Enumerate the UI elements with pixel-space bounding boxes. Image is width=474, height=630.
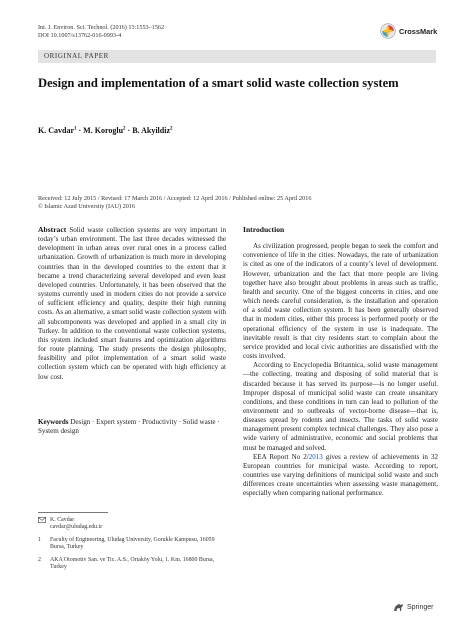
article-type: ORIGINAL PAPER — [44, 52, 109, 60]
affiliation-mark: 2 — [38, 556, 41, 563]
doi-text[interactable]: DOI 10.1007/s13762-016-0993-4 — [38, 31, 122, 39]
affiliation-item — [38, 537, 226, 552]
author-name: K. Cavdar — [38, 126, 74, 135]
affiliations-block — [38, 517, 226, 576]
envelope-icon — [38, 517, 50, 532]
abstract-section — [38, 225, 226, 382]
report-text: gives a review of achievements in 32 European countries for municipal waste. According to report, countries use varying definitions of municipal solid waste and such differences create uncertainties when assessing waste management, especially when comparing national performance. — [243, 452, 438, 498]
springer-horse-icon — [393, 603, 404, 612]
correspondence-email[interactable]: cavdar@uludag.edu.tr — [50, 524, 103, 531]
author-affiliation-mark: 2 — [170, 126, 173, 132]
author-separator: · — [127, 126, 133, 135]
report-text: EEA Report No 2/ — [253, 452, 309, 461]
affiliation-mark: 1 — [38, 536, 41, 543]
introduction-body — [243, 242, 438, 498]
publisher-name: Springer — [407, 604, 434, 611]
article-type-bar — [38, 50, 436, 63]
introduction-paragraph: According to Encyclopedia Britannica, solid waste management—the collecting, treating and disposing of solid material that is discarded because it has served its purpose—is no longer useful. Improper disposal of municipal solid waste can create unsanitary conditions, and these conditions in turn can lead to pollution of the environment and to outbreaks of vector-borne disease—that is, diseases spread by rodents and insects. The tasks of solid waste management present complex technical challenges. They also pose a wide variety of administrative, economic and social problems that must be managed and solved. — [243, 361, 438, 452]
author-separator: · — [78, 126, 84, 135]
affiliation-text: AKA Otomotiv San. ve Tic. A.S., Ortaköy Yolu, 1. Km. 16800 Bursa, Turkey — [50, 556, 215, 571]
introduction-heading: Introduction — [243, 225, 285, 234]
journal-reference: Int. J. Environ. Sci. Technol. (2016) 13:1553–1562 — [38, 24, 165, 31]
affiliation-item — [38, 557, 226, 572]
introduction-paragraph: As civilization progressed, people began to seek the comfort and convenience of life in the cities. Nowadays, the rate of urbanization is cited as one of the indicators of a county’s level of development. However, urbanization and the fact that more people are living together have also brought about problems in areas such as traffic, health and security. One of the biggest concerns in cities, and one which needs careful consideration, is the installation and operation of a solid waste collection system. It has been generally observed that in modern cities, either this process is performed poorly or the operational efficiency of the system in use is inadequate. The inevitable result is that city residents start to complain about the service provided and local civic authorities are dissatisfied with the costs involved. — [243, 242, 438, 361]
paper-title: Design and implementation of a smart solid waste collection system — [38, 76, 399, 90]
author-name: M. Koroglu — [83, 126, 124, 135]
article-history — [38, 195, 438, 211]
copyright-line: © Islamic Azad University (IAU) 2016 — [38, 203, 135, 210]
crossmark-badge[interactable] — [380, 22, 444, 40]
footnote-divider — [38, 512, 108, 513]
correspondence — [38, 517, 226, 532]
introduction-paragraph — [243, 453, 438, 499]
affiliation-text: Faculty of Engineering, Uludag University, Gorukle Kampusu, 16059 Bursa, Turkey — [50, 536, 215, 551]
crossmark-label: CrossMark — [399, 26, 438, 36]
abstract-label: Abstract — [38, 225, 67, 234]
correspondence-name: K. Cavdar — [50, 517, 75, 523]
author-affiliation-mark: 1 — [74, 126, 77, 132]
author-name: B. Akyildiz — [132, 126, 170, 135]
journal-citation — [38, 24, 164, 39]
introduction-section — [243, 225, 438, 499]
crossmark-icon — [380, 23, 396, 39]
keywords-section — [38, 418, 226, 436]
author-list — [38, 126, 173, 135]
keywords-text: Design · Expert system · Productivity · Solid waste · System design — [38, 418, 220, 436]
author-affiliation-mark: 2 — [123, 126, 126, 132]
keywords-label: Keywords — [38, 418, 69, 426]
publisher-logo — [393, 603, 433, 612]
abstract-text: Solid waste collection systems are very important in today’s urban environment. The last three decades witnessed the development in urban areas over rural ones in a process called urbanization. Growth of urbanization is much more in developing countries than in the developed countries to the extent that it became a trend characterizing several developed and even least developed countries. Unfortunately, it has been observed that the systems currently used in modern cities do not provide a service of sufficient efficiency and quality, despite their high running costs. As an alternative, a smart solid waste collection system with all subcomponents was developed and applied in a small city in Turkey. In addition to the conventional waste collection systems, this system included smart features and optimization algorithms for route planning. The study presents the design philosophy, feasibility and pilot implementation of a smart solid waste collection system which can be operated with high efficiency at low cost. — [38, 226, 226, 381]
history-dates: Received: 12 July 2015 / Revised: 17 March 2016 / Accepted: 12 April 2016 / Published online: 25 April 2016 — [38, 195, 312, 202]
citation-link[interactable]: 2013 — [308, 452, 323, 461]
